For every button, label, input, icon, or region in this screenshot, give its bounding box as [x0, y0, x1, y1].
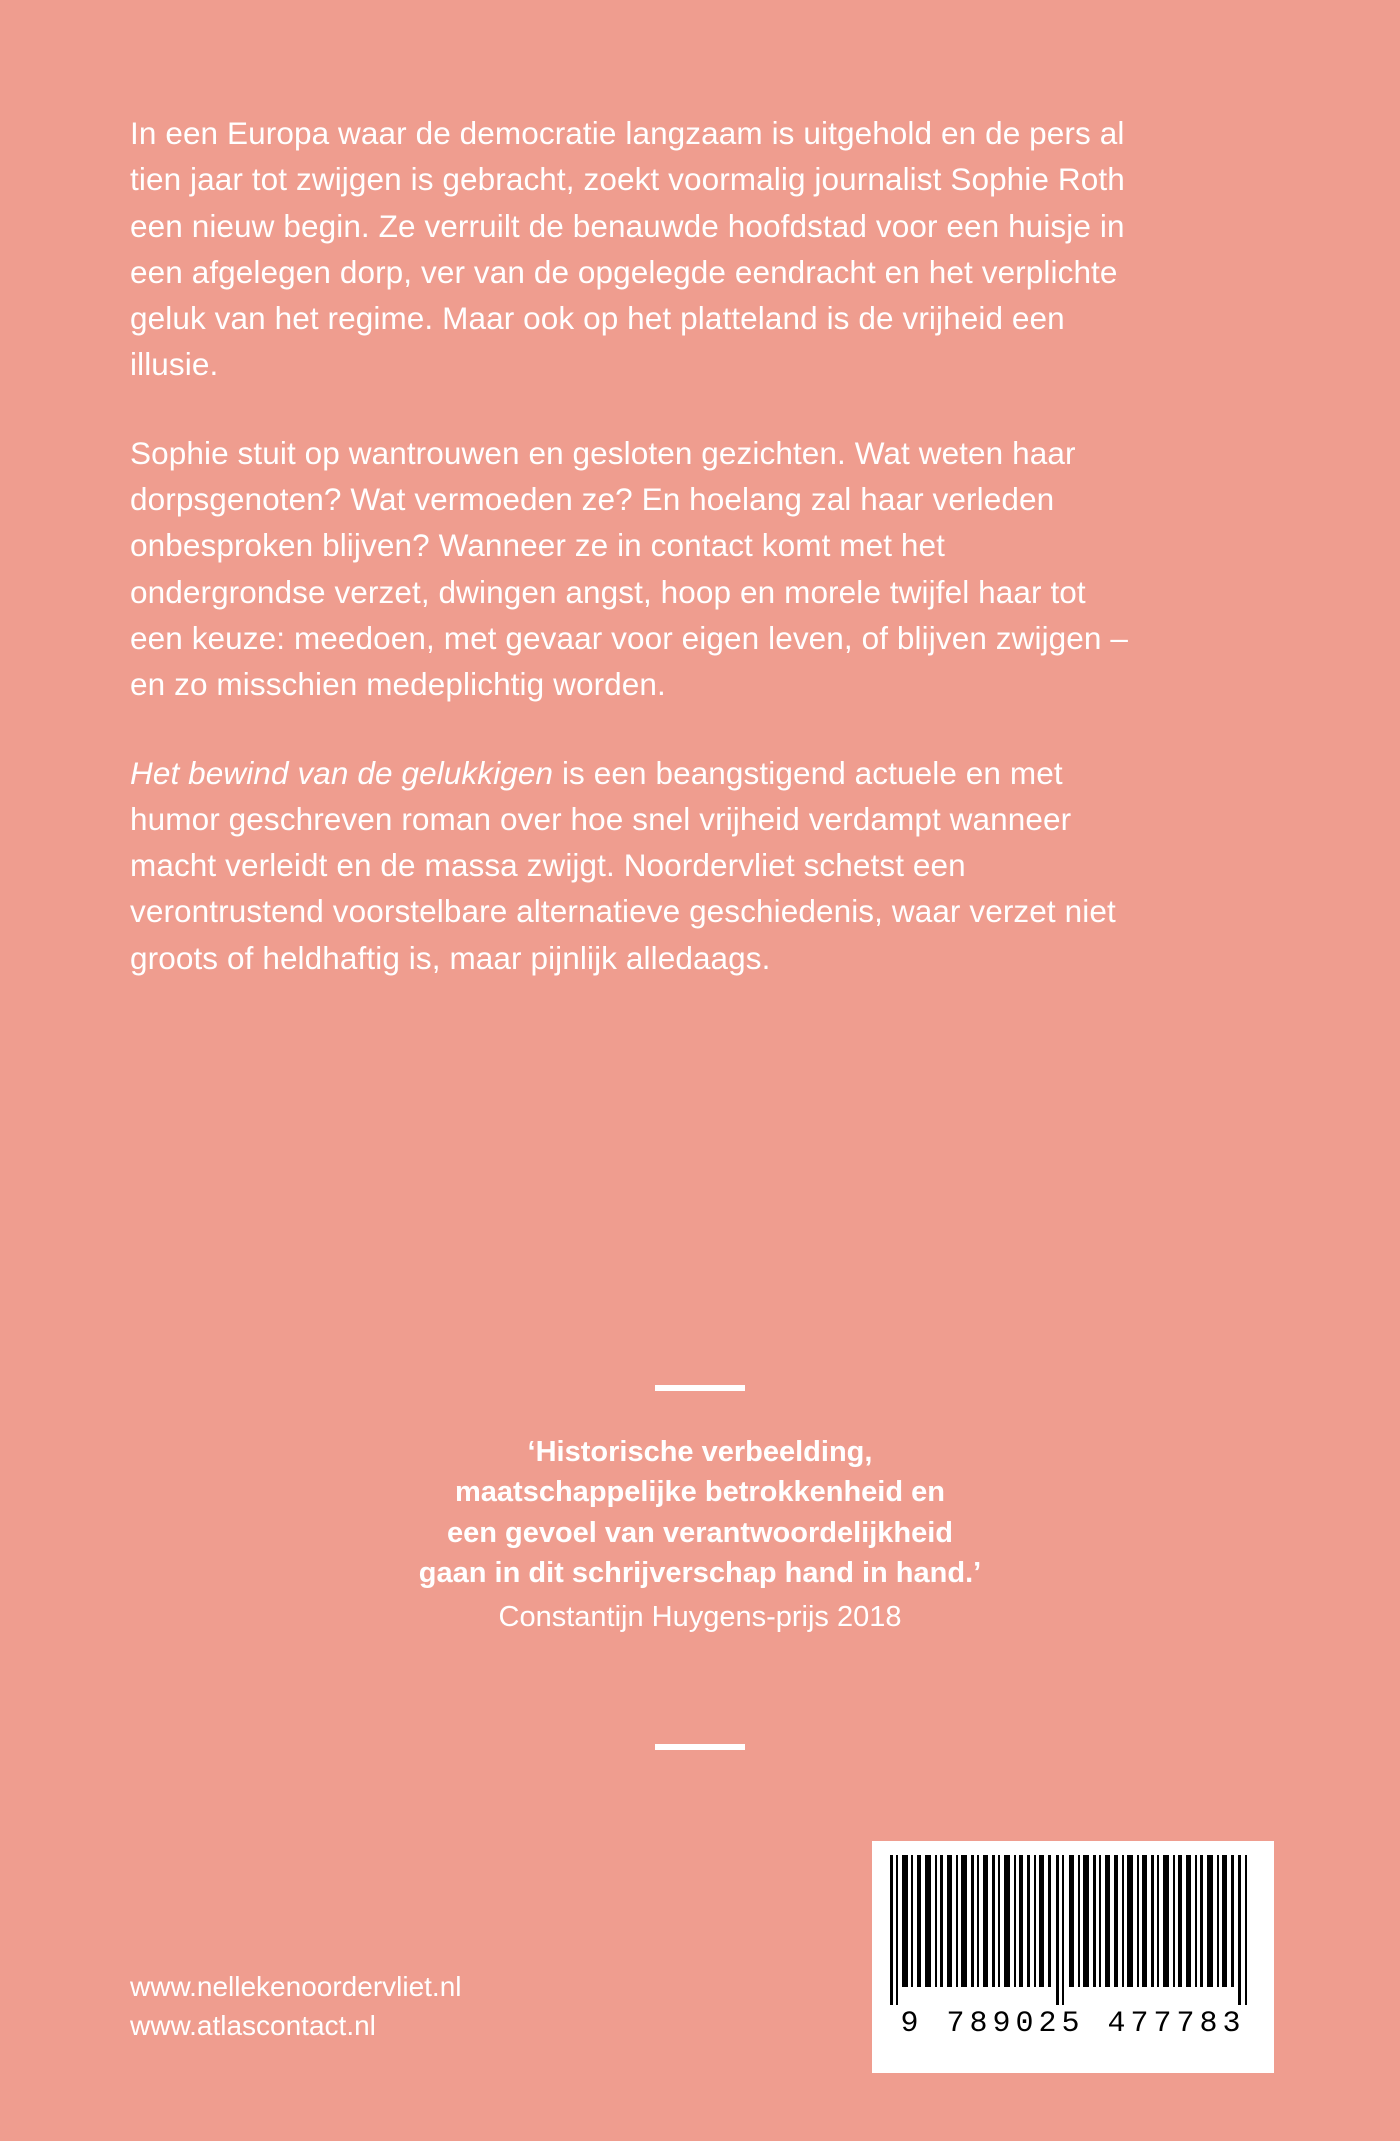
barcode-bars-icon [888, 1855, 1258, 2005]
blurb-paragraph-2: Sophie stuit op wantrouwen en gesloten gezichten. Wat weten haar dorpsgenoten? Wat vermoeden ze? En hoelang zal haar verleden onbesproken blijven? Wanneer ze in contact komt met het ondergrondse verzet, dwingen angst, hoop en morele twijfel haar tot een keuze: meedoen, met gevaar voor eigen leven, of blijven zwijgen – en zo misschien medeplichtig worden. [130, 434, 1129, 703]
isbn-barcode [872, 1841, 1274, 2073]
blurb-text [130, 110, 1140, 981]
blurb-paragraph-3-rest: is een beangstigend actuele en met humor geschreven roman over hoe snel vrijheid verdampt wanneer macht verleidt en de massa zwijgt. Noordervliet schetst een verontrustend voorstelbare alternatieve geschiedenis, waar verzet niet groots of heldhaftig is, maar pijnlijk alledaags. [130, 754, 1116, 976]
book-title-italic: Het bewind van de gelukkigen [130, 754, 554, 791]
publisher-website-link[interactable]: www.atlascontact.nl [130, 2009, 376, 2041]
quote-line-2: maatschappelijke betrokkenheid en [455, 1476, 945, 1509]
quote-line-4: gaan in dit schrijverschap hand in hand.’ [418, 1556, 982, 1589]
isbn-number: 9 789025 477783 [900, 2007, 1246, 2041]
quote-block [0, 1432, 1400, 1638]
website-links [130, 1968, 462, 2045]
quote-line-3: een gevoel van verantwoordelijkheid [446, 1516, 954, 1549]
divider-bottom [655, 1744, 745, 1750]
quote-source: Constantijn Huygens-prijs 2018 [498, 1601, 902, 1634]
author-website-link[interactable]: www.nellekenoordervliet.nl [130, 1971, 462, 2002]
divider-top [655, 1385, 745, 1391]
blurb-paragraph-3 [130, 750, 1140, 981]
blurb-paragraph-1: In een Europa waar de democratie langzaam is uitgehold en de pers al tien jaar tot zwijgen is gebracht, zoekt voormalig journalist Sophie Roth een nieuw begin. Ze verruilt de benauwde hoofdstad voor een huisje in een afgelegen dorp, ver van de opgelegde eendracht en het verplichte geluk van het regime. Maar ook op het platteland is de vrijheid een illusie. [130, 115, 1125, 383]
quote-line-1: ‘Historische verbeelding, [527, 1436, 873, 1468]
